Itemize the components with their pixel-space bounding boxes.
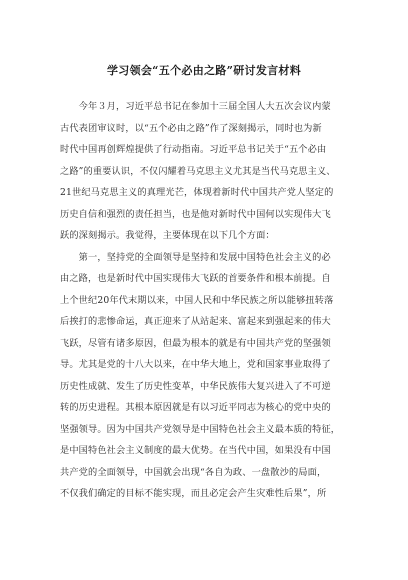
body-line: 第一，坚持党的全面领导是坚持和发展中国特色社会主义的必 <box>60 251 331 263</box>
document-body <box>60 96 360 505</box>
document-title: 学习领会“五个必由之路”研讨发言材料 <box>106 64 302 77</box>
body-line: 21世纪马克思主义的真理光芒，体现着新时代中国共产党人坚定的 <box>60 187 334 198</box>
body-line: 是中国特色社会主义制度的最大优势。在当代中国，如果没有中国 <box>60 445 331 456</box>
body-line: 飞跃，尽管有诸多原因，但最为根本的就是有中国共产党的坚强领 <box>60 337 331 349</box>
body-line: 时代中国再创辉煌提供了行动指南。习近平总书记关于“五个必由 <box>60 144 327 155</box>
body-line: 不仅我们确定的目标不能实现，而且必定会产生灾难性后果”，所 <box>60 488 327 499</box>
body-line: 上个世纪20年代末期以来，中国人民和中华民族之所以能够扭转落 <box>60 294 334 306</box>
body-line: 历史自信和强烈的责任担当，也是他对新时代中国何以实现伟大飞 <box>60 208 331 220</box>
body-line: 今年３月，习近平总书记在参加十三届全国人大五次会议内蒙 <box>60 101 331 112</box>
body-line: 之路”的重要认识，不仅闪耀着马克思主义尤其是当代马克思主义、 <box>60 165 336 177</box>
body-line: 由之路，也是新时代中国实现伟大飞跃的首要条件和根本前提。自 <box>60 273 331 284</box>
body-line: 历史性成就、发生了历史性变革，中华民族伟大复兴进入了不可逆 <box>60 380 331 392</box>
body-line: 跃的深刻揭示。我觉得，主要体现在以下几个方面： <box>60 230 275 241</box>
body-line: 导。尤其是党的十八大以来，在中华大地上，党和国家事业取得了 <box>60 359 331 370</box>
body-line: 后挨打的悲惨命运，真正迎来了从站起来、富起来到强起来的伟大 <box>60 316 331 327</box>
body-line: 坚强领导。因为中国共产党领导是中国特色社会主义最本质的特征， <box>60 423 341 435</box>
body-line: 古代表团审议时，以“五个必由之路”作了深刻揭示，同时也为新 <box>60 122 322 134</box>
body-line: 转的历史进程。其根本原因就是有以习近平同志为核心的党中央的 <box>60 402 331 413</box>
body-line: 共产党的全面领导，中国就会出现“各自为政、一盘散沙的局面， <box>60 466 327 478</box>
